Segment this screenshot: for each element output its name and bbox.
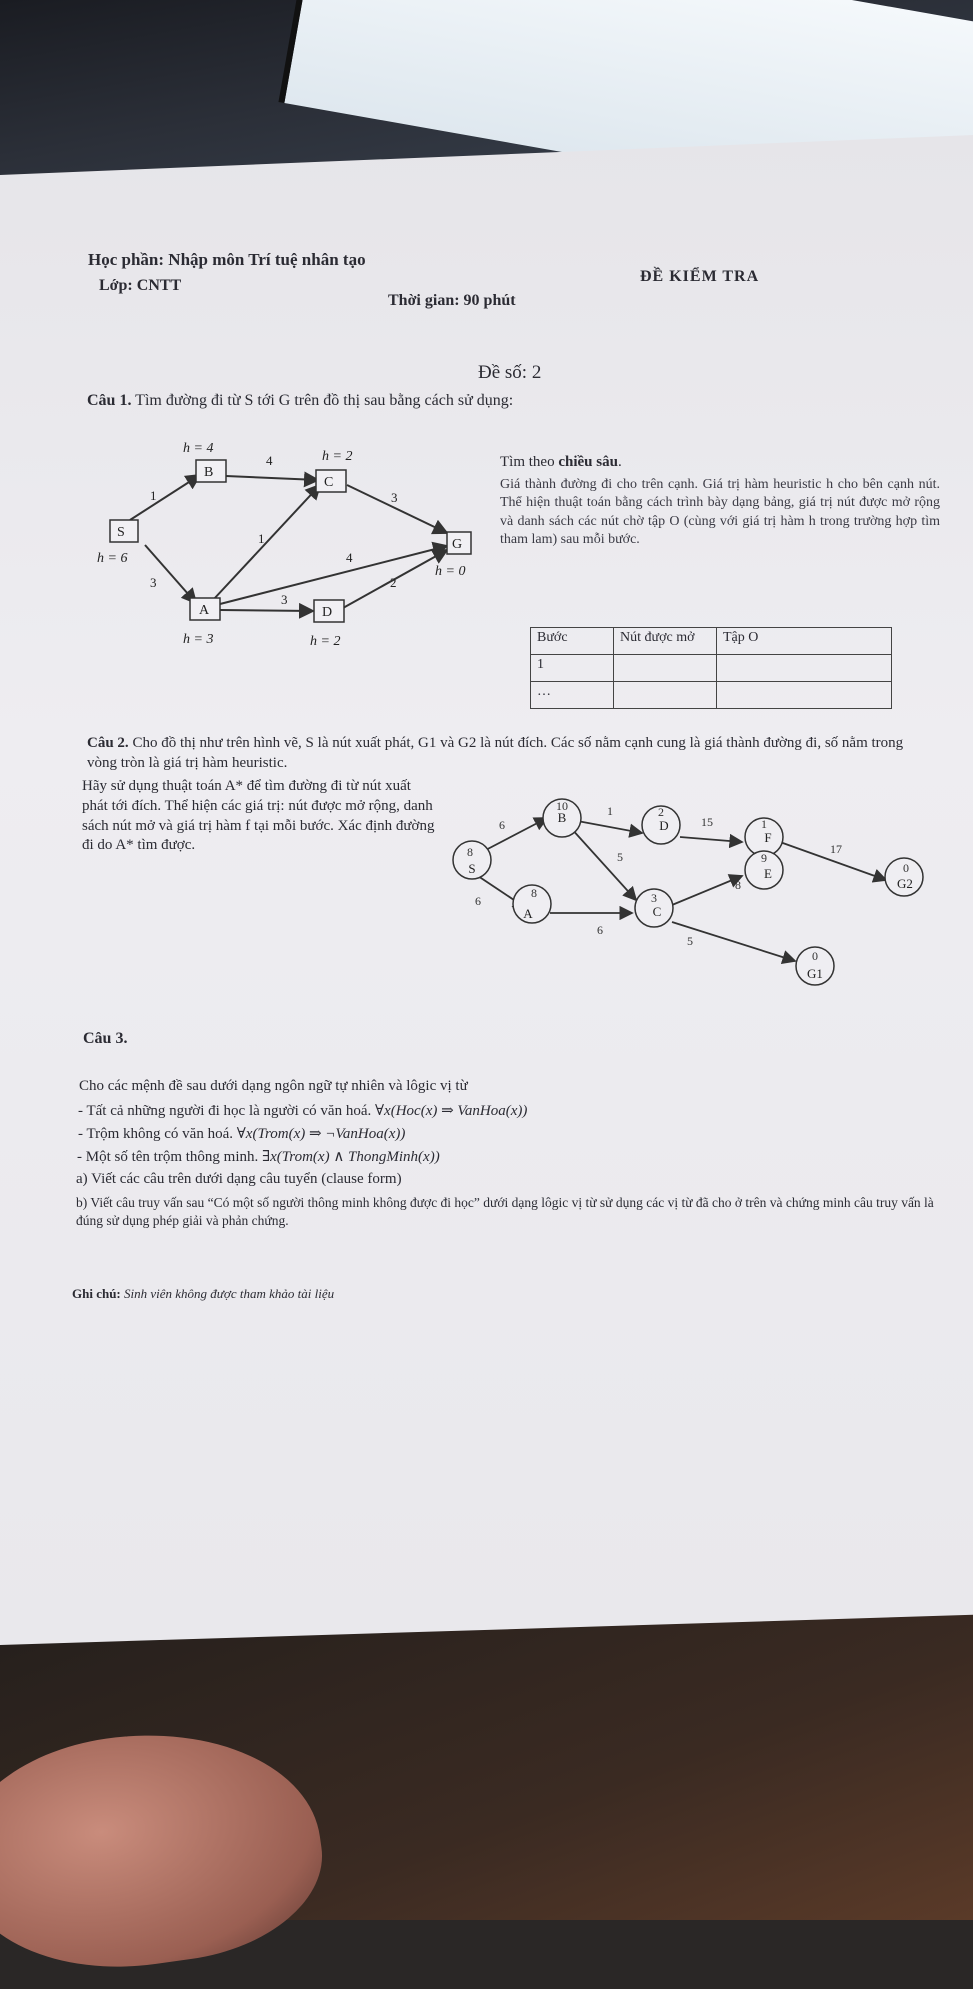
table-header-open-set: Tập O (717, 628, 892, 655)
q3-part-a: a) Viết các câu trên dưới dạng câu tuyển (clause form) (76, 1171, 402, 1187)
q3-statement: - Tất cả những người đi học là người có văn hoá. ∀x(Hoc(x) ⇒ VanHoa(x)) (78, 1103, 528, 1119)
edge-cost: 3 (391, 490, 398, 505)
edge-cost: 3 (150, 575, 157, 590)
edge-cost: 15 (701, 815, 713, 829)
heuristic-value: 3 (651, 891, 657, 905)
edge-cost: 1 (607, 804, 613, 818)
footer-note: Ghi chú: Sinh viên không được tham khảo tài liệu (72, 1286, 335, 1301)
q3-statement: - Trộm không có văn hoá. ∀x(Trom(x) ⇒ ¬VanHoa(x)) (78, 1126, 406, 1142)
heuristic-value: 0 (812, 949, 818, 963)
heuristic-label: h = 3 (183, 632, 214, 647)
node-label: B (204, 465, 214, 480)
node-label: D (322, 605, 333, 620)
edge-cost: 4 (266, 453, 273, 468)
heuristic-value: 10 (556, 799, 568, 813)
course-title: Học phần: Nhập môn Trí tuệ nhân tạo (88, 250, 366, 269)
heuristic-value: 2 (658, 805, 664, 819)
table-header-opened: Nút được mở (614, 628, 717, 655)
edge-cost: 6 (499, 818, 505, 832)
edge-cost: 5 (617, 850, 623, 864)
table-row: 1 (531, 655, 892, 682)
edge-d-f (680, 837, 742, 842)
node-label: A (523, 906, 533, 921)
q3-title: Câu 3. (83, 1030, 128, 1047)
heuristic-label: h = 6 (97, 551, 128, 566)
q3-statement: - Một số tên trộm thông minh. ∃x(Trom(x) ∧ ThongMinh(x)) (77, 1149, 440, 1165)
q1-method: Tìm theo chiều sâu. (500, 454, 622, 470)
node-label: G2 (897, 876, 913, 891)
exam-title: ĐỀ KIỂM TRA (640, 268, 760, 285)
heuristic-value: 9 (761, 851, 767, 865)
exam-time: Thời gian: 90 phút (388, 292, 516, 309)
table-header-step: Bước (531, 628, 614, 655)
class-label: Lớp: CNTT (99, 277, 182, 294)
table-row: … (531, 682, 892, 709)
edge-cost: 2 (390, 575, 397, 590)
heuristic-label: h = 2 (322, 449, 353, 464)
edge-cost: 4 (346, 550, 353, 565)
edge-cost: 1 (258, 531, 265, 546)
node-label: E (764, 866, 772, 881)
node-label: F (764, 830, 772, 845)
node-label: G1 (807, 966, 823, 981)
node-label: C (652, 904, 662, 919)
heuristic-value: 8 (467, 845, 473, 859)
q1-title: Câu 1. (87, 392, 132, 409)
edge-cost: 17 (830, 842, 842, 856)
edge-c-e (672, 876, 742, 905)
heuristic-value: 1 (761, 817, 767, 831)
heuristic-label: h = 0 (435, 564, 466, 579)
edge-b-d (572, 820, 642, 833)
heuristic-value: 0 (903, 861, 909, 875)
q1-prompt: Tìm đường đi từ S tới G trên đồ thị sau bằng cách sử dụng: (135, 392, 514, 409)
q2-task: Hãy sử dụng thuật toán A* để tìm đường đi từ nút xuất phát tới đích. Thể hiện các giá trị: nút được mở rộng, danh sách nút mở và giá trị hàm f tại mỗi bước. Xác định đường đi do A* tìm được. (82, 778, 435, 854)
node-label: C (324, 475, 334, 490)
edge-cost: 5 (687, 934, 693, 948)
heuristic-label: h = 4 (183, 441, 214, 456)
node-label: B (557, 810, 567, 825)
q3-part-b: b) Viết câu truy vấn sau “Có một số người thông minh không được đi học” dưới dạng lôgic vị từ sử dụng các vị từ đã cho ở trên và chứng minh câu truy vấn là đúng sử dụng phép giải và phản chứng. (76, 1195, 934, 1228)
node-label: G (452, 537, 463, 552)
edge-s-b (480, 818, 547, 853)
node-label: S (117, 525, 125, 540)
edge-cost: 3 (281, 592, 288, 607)
heuristic-value: 8 (531, 886, 537, 900)
edge-cost: 6 (475, 894, 481, 908)
node-label: S (468, 861, 476, 876)
edge-b-c (570, 827, 636, 900)
q2-intro: Câu 2. Cho đồ thị như trên hình vẽ, S là nút xuất phát, G1 và G2 là nút đích. Các số nằm cạnh cung là giá thành đường đi, số nằm trong vòng tròn là giá trị hàm heuristic. (87, 735, 904, 771)
heuristic-label: h = 2 (310, 634, 341, 649)
edge-cost: 1 (150, 488, 157, 503)
node-label: D (659, 818, 669, 833)
exam-number: Đề số: 2 (478, 362, 542, 383)
q3-intro: Cho các mệnh đề sau dưới dạng ngôn ngữ tự nhiên và lôgic vị từ (79, 1078, 468, 1094)
edge-cost: 6 (597, 923, 603, 937)
edge-cost: 8 (735, 878, 741, 892)
node-label: A (199, 603, 210, 618)
q1-instructions: Giá thành đường đi cho trên cạnh. Giá trị hàm heuristic h cho bên cạnh nút. Thể hiện thuật toán bằng cách trình bày dạng bảng, giá trị nút được mở rộng và danh sách các nút chờ tập O (cùng với giá trị hàm h trong trường hợp tìm tham lam) sau mỗi bước. (500, 477, 940, 548)
